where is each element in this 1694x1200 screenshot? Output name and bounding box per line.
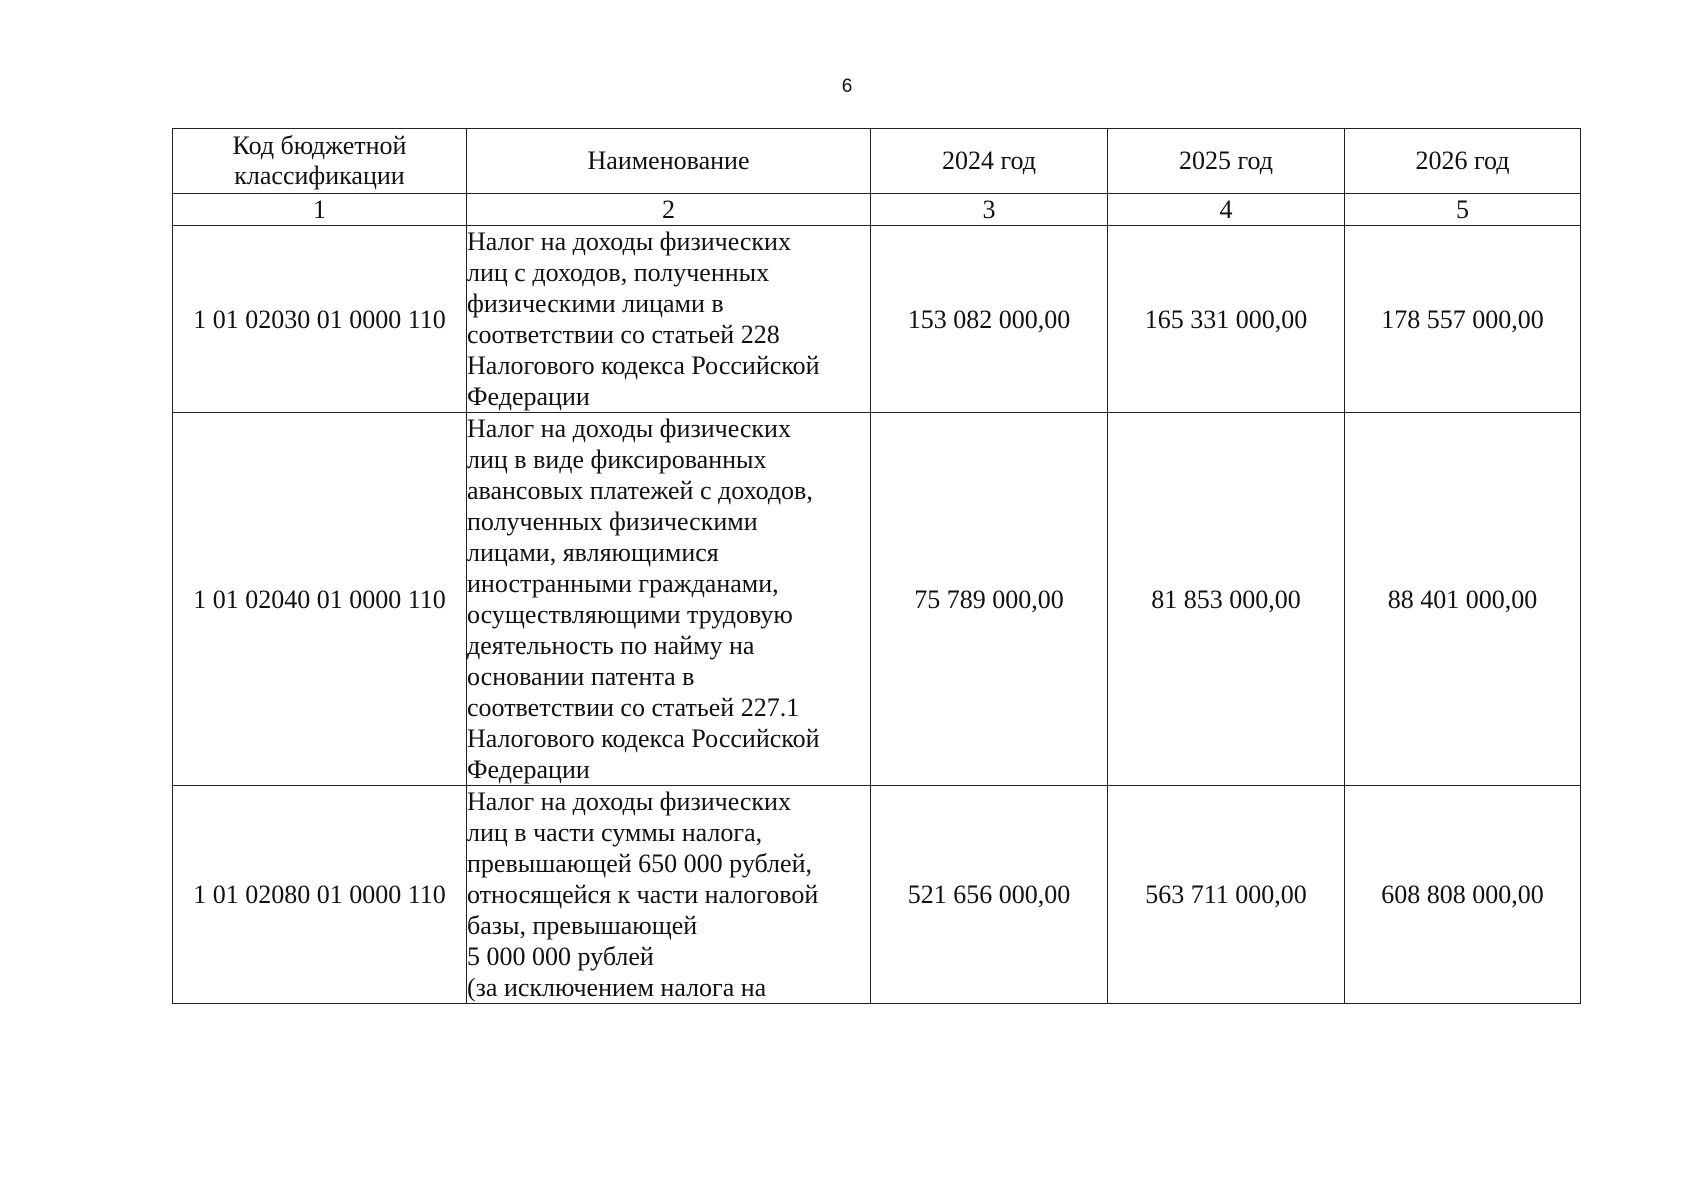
header-budget-code xyxy=(173,129,467,194)
revenue-name-line: Налог на доходы физических xyxy=(467,414,791,443)
table-row xyxy=(173,786,1581,1004)
revenue-name-line: лиц с доходов, полученных xyxy=(467,258,770,287)
budget-code-cell: 1 01 02030 01 0000 110 xyxy=(173,226,467,413)
revenue-name-line: соответствии со статьей 228 xyxy=(467,320,780,349)
header-year-2025: 2025 год xyxy=(1108,129,1345,194)
amount-2025-cell: 81 853 000,00 xyxy=(1108,413,1345,786)
revenue-name-line: Федерации xyxy=(467,755,590,784)
revenue-name-line: Налогового кодекса Российской xyxy=(467,724,820,753)
amount-2026-cell: 178 557 000,00 xyxy=(1345,226,1581,413)
revenue-name-line: лиц в виде фиксированных xyxy=(467,445,767,474)
revenue-name-line: лицами, являющимися xyxy=(467,538,719,567)
page-number: 6 xyxy=(841,76,853,97)
column-number-4: 4 xyxy=(1108,194,1345,226)
revenue-name-line: превышающей 650 000 рублей, xyxy=(467,849,812,878)
budget-code-cell: 1 01 02040 01 0000 110 xyxy=(173,413,467,786)
revenue-name-line: 5 000 000 рублей xyxy=(467,942,654,971)
table-header-row xyxy=(173,129,1581,194)
revenue-name-line: относящейся к части налоговой xyxy=(467,880,819,909)
header-name: Наименование xyxy=(467,129,871,194)
column-number-row xyxy=(173,194,1581,226)
amount-2025-cell: 563 711 000,00 xyxy=(1108,786,1345,1004)
revenue-name-cell xyxy=(467,413,871,786)
budget-code-cell: 1 01 02080 01 0000 110 xyxy=(173,786,467,1004)
amount-2026-cell: 608 808 000,00 xyxy=(1345,786,1581,1004)
column-number-2: 2 xyxy=(467,194,871,226)
revenue-name-line: соответствии со статьей 227.1 xyxy=(467,693,800,722)
revenue-name-cell xyxy=(467,786,871,1004)
column-number-3: 3 xyxy=(871,194,1108,226)
amount-2026-cell: 88 401 000,00 xyxy=(1345,413,1581,786)
revenue-name-line: Налогового кодекса Российской xyxy=(467,351,820,380)
column-number-1: 1 xyxy=(173,194,467,226)
revenue-name-line: авансовых платежей с доходов, xyxy=(467,476,813,505)
revenue-name-line: основании патента в xyxy=(467,662,695,691)
budget-revenue-table xyxy=(172,128,1581,1004)
table-row xyxy=(173,226,1581,413)
header-year-2024: 2024 год xyxy=(871,129,1108,194)
revenue-name-cell xyxy=(467,226,871,413)
revenue-name-line: Налог на доходы физических xyxy=(467,787,791,816)
revenue-name-line: Налог на доходы физических xyxy=(467,227,791,256)
revenue-name-line: базы, превышающей xyxy=(467,911,698,940)
amount-2025-cell: 165 331 000,00 xyxy=(1108,226,1345,413)
table-row xyxy=(173,413,1581,786)
header-year-2026: 2026 год xyxy=(1345,129,1581,194)
header-budget-code-text: Код бюджетной классификации xyxy=(232,131,407,190)
revenue-name-line: (за исключением налога на xyxy=(467,973,767,1002)
revenue-name-line: полученных физическими xyxy=(467,507,758,536)
amount-2024-cell: 521 656 000,00 xyxy=(871,786,1108,1004)
amount-2024-cell: 153 082 000,00 xyxy=(871,226,1108,413)
revenue-name-line: иностранными гражданами, xyxy=(467,569,779,598)
revenue-name-line: лиц в части суммы налога, xyxy=(467,818,763,847)
revenue-name-line: деятельность по найму на xyxy=(467,631,755,660)
amount-2024-cell: 75 789 000,00 xyxy=(871,413,1108,786)
revenue-name-line: Федерации xyxy=(467,382,590,411)
revenue-name-line: осуществляющими трудовую xyxy=(467,600,793,629)
revenue-name-line: физическими лицами в xyxy=(467,289,724,318)
column-number-5: 5 xyxy=(1345,194,1581,226)
